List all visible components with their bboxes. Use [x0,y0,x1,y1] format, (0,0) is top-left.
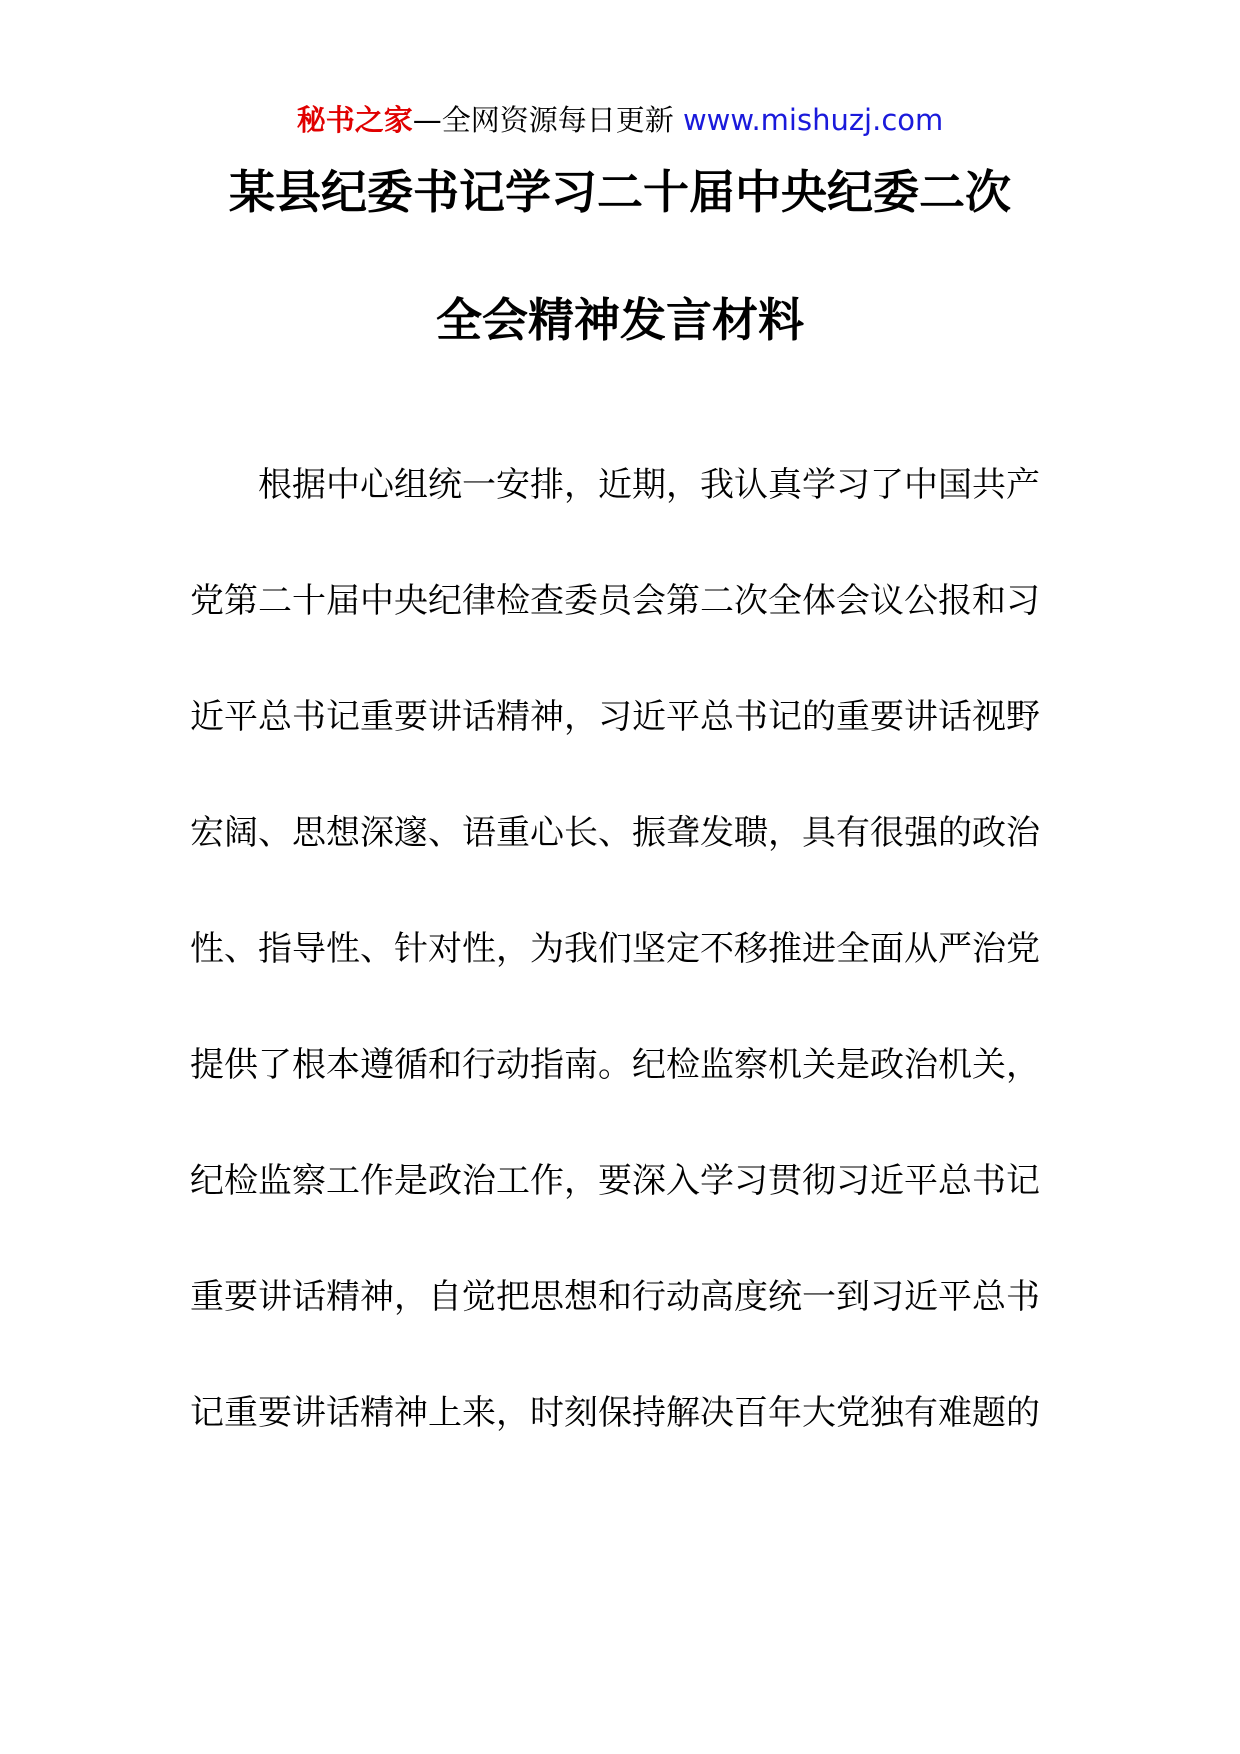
document-title-line-2: 全会精神发言材料 [436,293,804,347]
body-text-line: 提供了根本遵循和行动指南。纪检监察机关是政治机关， [190,1045,1040,1085]
body-text-line: 党第二十届中央纪律检查委员会第二次全体会议公报和习 [190,581,1040,621]
body-text-line: 记重要讲话精神上来，时刻保持解决百年大党独有难题的 [190,1393,1040,1433]
site-url-link[interactable]: www.mishuzj.com [682,103,944,137]
site-brand: 秘书之家 [296,103,413,137]
body-text-line: 根据中心组统一安排，近期，我认真学习了中国共产 [258,465,1040,505]
body-text-line: 纪检监察工作是政治工作，要深入学习贯彻习近平总书记 [190,1161,1040,1201]
site-header [0,100,1240,140]
body-text-line: 重要讲话精神，自觉把思想和行动高度统一到习近平总书 [190,1277,1040,1317]
site-tagline: —全网资源每日更新 [412,103,674,137]
body-text-line: 性、指导性、针对性，为我们坚定不移推进全面从严治党 [190,929,1040,969]
document-title-line-1: 某县纪委书记学习二十届中央纪委二次 [229,165,1011,219]
body-text-line: 近平总书记重要讲话精神，习近平总书记的重要讲话视野 [190,697,1040,737]
body-text-line: 宏阔、思想深邃、语重心长、振聋发聩，具有很强的政治 [190,813,1040,853]
